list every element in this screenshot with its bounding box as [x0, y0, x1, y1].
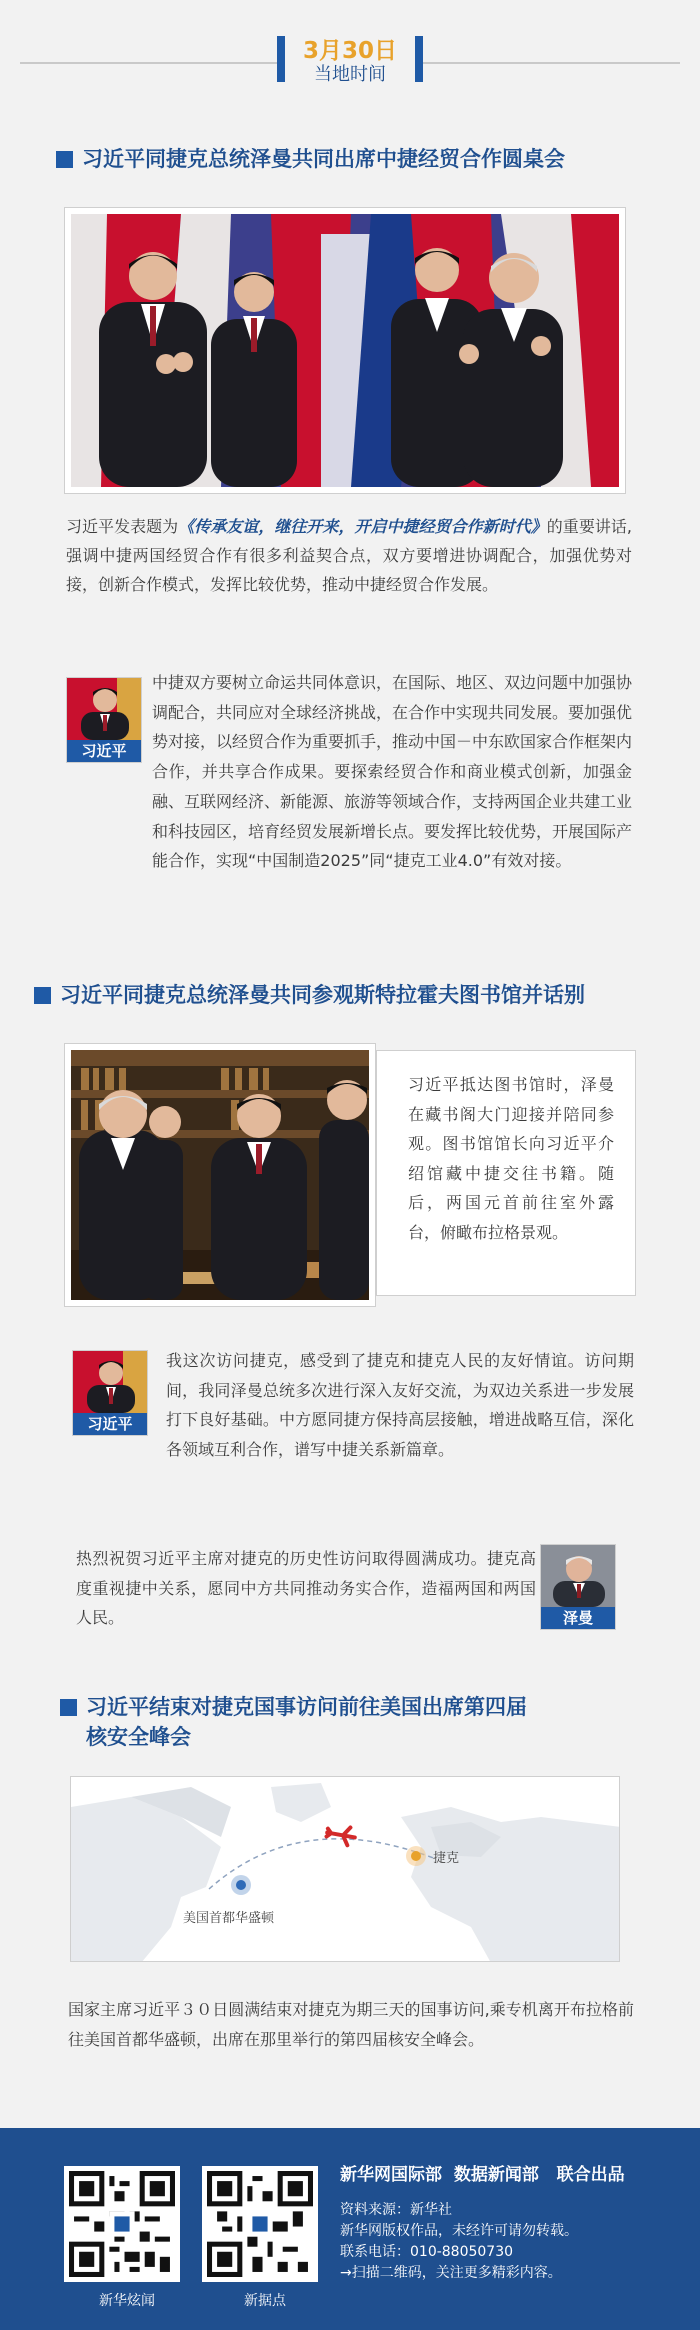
- section1-quote: 中捷双方要树立命运共同体意识，在国际、地区、双边问题中加强协调配合，共同应对全球经济挑战，在合作中实现共同发展。要加强优势对接，以经贸合作为重要抓手，推动中国－中东欧国家合作框架内合作，并共享合作成果。要探索经贸合作和商业模式创新，加强金融、互联网经济、新能源、旅游等领域合作，支持两国企业共建工业和科技园区，培育经贸发展新增长点。要发挥比较优势，开展国际产能合作，实现“中国制造2025”同“捷克工业4.0”有效对接。: [152, 673, 633, 871]
- footer-source: 资料来源：新华社: [340, 2202, 452, 2218]
- xi-avatar-1-name: 习近平: [67, 740, 141, 762]
- header-subtitle: 当地时间: [314, 64, 386, 85]
- section3-title-marker: [60, 1699, 77, 1716]
- section1-photo-frame: [64, 207, 626, 494]
- qr2-label: 新据点: [244, 2293, 286, 2309]
- section1-title: [82, 144, 565, 174]
- qr1-label: 新华炫闻: [99, 2293, 155, 2309]
- qr-code-xinhua-xuanwen[interactable]: [64, 2166, 180, 2282]
- section3-paragraph: 国家主席习近平３０日圆满结束对捷克为期三天的国事访问,乘专机离开布拉格前往美国首都华盛顿，出席在那里举行的第四届核安全峰会。: [68, 2000, 634, 2049]
- zeman-avatar: [540, 1544, 616, 1630]
- route-map: [70, 1776, 620, 1962]
- section2-xi-quote: 我这次访问捷克，感受到了捷克和捷克人民的友好情谊。访问期间，我同泽曼总统多次进行深入友好交流，为双边关系进一步发展打下良好基础。中方愿同捷方保持高层接触，增进战略互信，深化各领域互利合作，谱写中捷关系新篇章。: [166, 1351, 634, 1459]
- section2-title: [60, 980, 585, 1010]
- zeman-avatar-name: 泽曼: [541, 1607, 615, 1629]
- section2-zeman-quote: 热烈祝贺习近平主席对捷克的历史性访问取得圆满成功。捷克高度重视捷中关系，愿同中方共同推动务实合作，造福两国和两国人民。: [76, 1549, 536, 1627]
- map-label-dc: 美国首都华盛顿: [183, 1911, 275, 1926]
- roundtable-photo: [71, 214, 619, 487]
- qr-code-xin-judian[interactable]: [202, 2166, 318, 2282]
- map-label-czech: 捷克: [433, 1851, 460, 1866]
- xi-avatar-2: [72, 1350, 148, 1436]
- footer: [0, 2128, 700, 2330]
- xi-avatar-1-photo: [67, 678, 141, 740]
- library-photo: [71, 1050, 369, 1300]
- section2-caption: 习近平抵达图书馆时，泽曼在藏书阁大门迎接并陪同参观。图书馆馆长向习近平介绍馆藏中捷交往书籍。随后，两国元首前往室外露台，俯瞰布拉格景观。: [408, 1075, 614, 1242]
- footer-scan-hint: →扫描二维码，关注更多精彩内容。: [340, 2265, 562, 2281]
- qr-icon: [207, 2171, 313, 2277]
- section3-title-line1: 习近平结束对捷克国事访问前往美国出席第四届: [86, 1695, 527, 1719]
- world-map: [71, 1777, 620, 1962]
- section1-speech-title: 《传承友谊，继往开来，开启中捷经贸合作新时代》: [178, 517, 547, 536]
- section2-title-marker: [34, 987, 51, 1004]
- section1-paragraph: [66, 512, 632, 599]
- section1-photo: [71, 214, 619, 487]
- xi-avatar-2-photo: [73, 1351, 147, 1413]
- section1-para-after: 的重要讲话,强调中捷两国经贸合作有很多利益契合点，双方要增进协调配合，加强优势对接，创新合作模式，发挥比较优势，推动中捷经贸合作发展。: [66, 517, 632, 594]
- xi-avatar-1: [66, 677, 142, 763]
- footer-copyright: 新华网版权作品，未经许可请勿转载。: [340, 2223, 578, 2239]
- xi-avatar-2-name: 习近平: [73, 1413, 147, 1435]
- section1-para-before: 习近平发表题为: [66, 517, 179, 536]
- section3-title-line2: 核安全峰会: [86, 1725, 191, 1749]
- footer-credits: 新华网国际部 数据新闻部 联合出品: [340, 2165, 625, 2185]
- section2-photo-frame: [64, 1043, 376, 1307]
- qr-icon: [69, 2171, 175, 2277]
- section1-title-marker: [56, 151, 73, 168]
- section3-title: [86, 1692, 527, 1752]
- section2-photo: [71, 1050, 369, 1300]
- zeman-avatar-photo: [541, 1545, 615, 1607]
- section1-title-text: 习近平同捷克总统泽曼共同出席中捷经贸合作圆桌会: [82, 147, 565, 171]
- section2-title-text: 习近平同捷克总统泽曼共同参观斯特拉霍夫图书馆并话别: [60, 983, 585, 1007]
- header-date: 3月30日: [302, 38, 397, 64]
- footer-phone: 联系电话：010-88050730: [340, 2244, 514, 2260]
